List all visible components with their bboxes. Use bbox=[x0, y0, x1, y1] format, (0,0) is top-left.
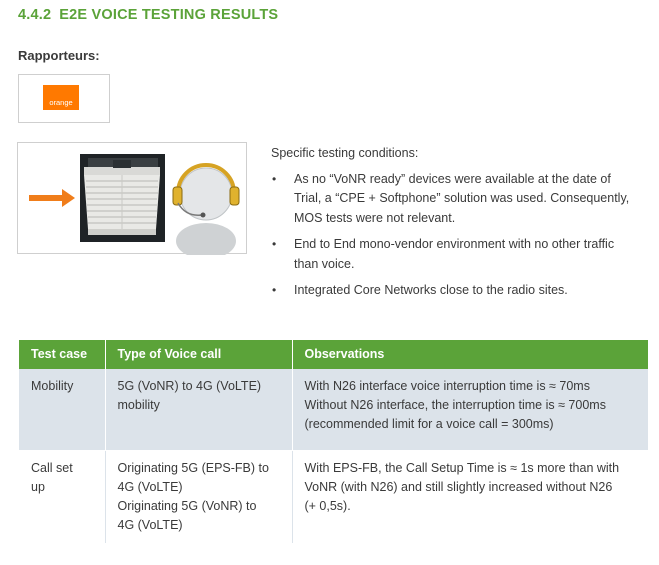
cell-line: Without N26 interface, the interruption time is ≈ 700ms bbox=[304, 398, 606, 412]
cell-test-case bbox=[19, 450, 105, 543]
headset-user-icon bbox=[173, 165, 239, 255]
bullet-icon: • bbox=[272, 283, 277, 297]
cell-line: Call set bbox=[31, 460, 73, 475]
cell-line: With EPS-FB, the Call Setup Time is ≈ 1s more than with bbox=[304, 460, 620, 475]
header-observations: Observations bbox=[292, 340, 648, 369]
list-item bbox=[271, 170, 651, 229]
table-row bbox=[19, 369, 648, 450]
bullet-icon: • bbox=[272, 171, 277, 186]
cell-line: Originating 5G (VoNR) to bbox=[117, 498, 257, 513]
arrow-right-icon bbox=[29, 189, 75, 207]
bullet-line: End to End mono-vendor environment with no other traffic bbox=[294, 237, 615, 251]
bullet-line: than voice. bbox=[294, 256, 355, 271]
cell-line: 5G (VoNR) to 4G (VoLTE) bbox=[117, 379, 262, 393]
header-test-case: Test case bbox=[19, 340, 105, 369]
rapporteur-logo-box bbox=[18, 74, 110, 123]
bullet-line: Trial, a “CPE + Softphone” solution was used. Consequently, bbox=[294, 191, 630, 205]
orange-logo-text: orange bbox=[49, 98, 73, 107]
cell-observations bbox=[292, 450, 648, 543]
rapporteurs-label: Rapporteurs: bbox=[18, 48, 100, 63]
cell-line: (recommended limit for a voice call = 300ms) bbox=[304, 417, 554, 431]
cell-line: mobility bbox=[117, 398, 160, 412]
cell-test-case bbox=[19, 369, 105, 450]
cell-line: (+ 0,5s). bbox=[304, 498, 351, 513]
cell-line: Originating 5G (EPS-FB) to bbox=[117, 460, 269, 475]
cell-line: VoNR (with N26) and still slightly increased without N26 bbox=[304, 479, 613, 494]
cell-line: Mobility bbox=[31, 379, 74, 393]
section-number: 4.4.2 bbox=[18, 7, 52, 23]
bullet-line: MOS tests were not relevant. bbox=[294, 210, 456, 225]
test-setup-illustration bbox=[17, 142, 247, 254]
bullet-line: Integrated Core Networks close to the radio sites. bbox=[294, 283, 568, 297]
cell-line: up bbox=[31, 479, 45, 494]
cell-line: With N26 interface voice interruption time is ≈ 70ms bbox=[304, 379, 590, 393]
testing-conditions bbox=[271, 144, 651, 308]
table-header-row bbox=[19, 340, 648, 369]
bullet-line: As no “VoNR ready” devices were available at the date of bbox=[294, 171, 611, 186]
table-row bbox=[19, 450, 648, 543]
bullet-icon: • bbox=[272, 237, 277, 251]
header-voice-call-type: Type of Voice call bbox=[105, 340, 292, 369]
section-heading bbox=[18, 7, 278, 23]
cpe-device-icon bbox=[80, 154, 165, 242]
conditions-list bbox=[271, 170, 651, 301]
list-item bbox=[271, 281, 651, 301]
cpe-softphone-illustration bbox=[18, 143, 248, 255]
orange-logo bbox=[43, 85, 79, 110]
cell-line: 4G (VoLTE) bbox=[117, 479, 183, 494]
cell-voice-call bbox=[105, 450, 292, 543]
cell-voice-call bbox=[105, 369, 292, 450]
section-title: E2E VOICE TESTING RESULTS bbox=[59, 7, 279, 23]
cell-observations bbox=[292, 369, 648, 450]
cell-line: 4G (VoLTE) bbox=[117, 517, 183, 532]
list-item bbox=[271, 235, 651, 274]
voice-results-table bbox=[19, 340, 648, 543]
conditions-intro: Specific testing conditions: bbox=[271, 146, 419, 160]
